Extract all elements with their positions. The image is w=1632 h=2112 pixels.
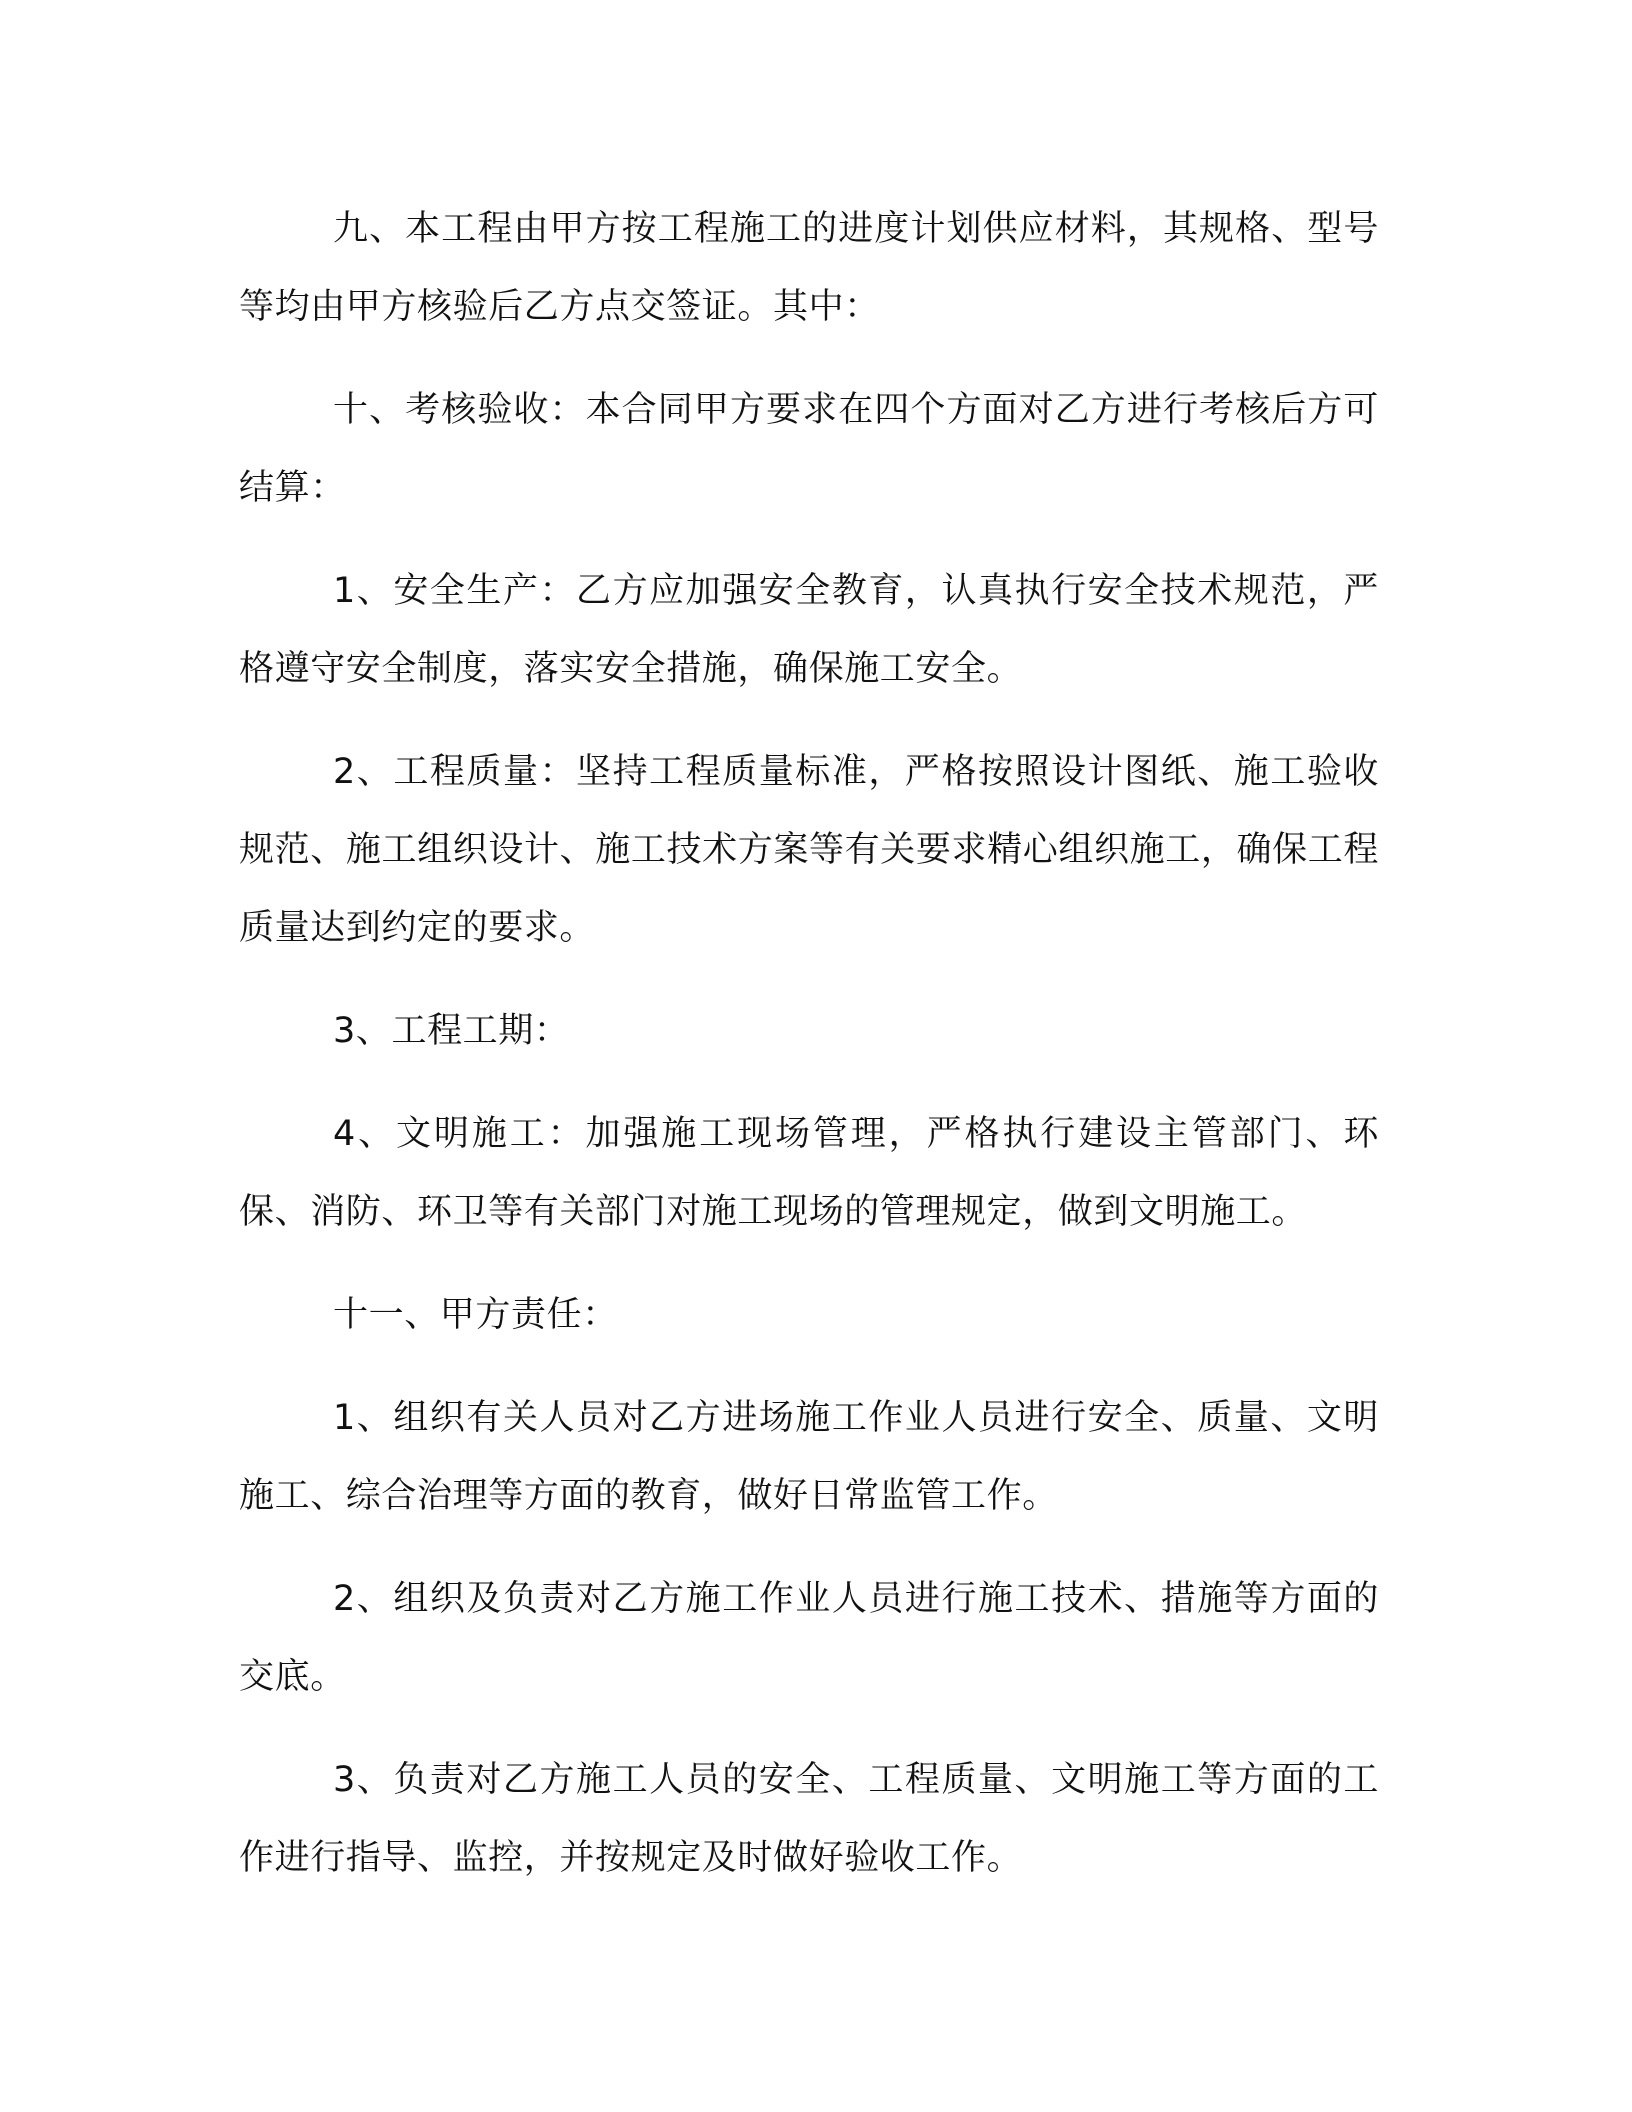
paragraph-party-a-duty-3: 3、负责对乙方施工人员的安全、工程质量、文明施工等方面的工作进行指导、监控，并按规定及时做好验收工作。 [239,1760,1379,1878]
paragraph-project-quality: 2、工程质量：坚持工程质量标准，严格按照设计图纸、施工验收规范、施工组织设计、施工技术方案等有关要求精心组织施工，确保工程质量达到约定的要求。 [239,752,1379,948]
paragraph-clause-11: 十一、甲方责任： [333,1295,618,1335]
document-body [239,190,1379,1922]
paragraph-clause-9: 九、本工程由甲方按工程施工的进度计划供应材料，其规格、型号等均由甲方核验后乙方点交签证。其中： [239,209,1379,327]
paragraph-party-a-duty-1: 1、组织有关人员对乙方进场施工作业人员进行安全、质量、文明施工、综合治理等方面的教育，做好日常监管工作。 [239,1398,1379,1516]
paragraph-clause-10: 十、考核验收：本合同甲方要求在四个方面对乙方进行考核后方可结算： [239,390,1379,508]
paragraph-project-schedule: 3、工程工期： [333,1011,570,1051]
paragraph-party-a-duty-2: 2、组织及负责对乙方施工作业人员进行施工技术、措施等方面的交底。 [239,1579,1379,1697]
paragraph-safety-production: 1、安全生产：乙方应加强安全教育，认真执行安全技术规范，严格遵守安全制度，落实安全措施，确保施工安全。 [239,571,1379,689]
paragraph-civilized-construction: 4、文明施工：加强施工现场管理，严格执行建设主管部门、环保、消防、环卫等有关部门对施工现场的管理规定，做到文明施工。 [239,1114,1379,1232]
